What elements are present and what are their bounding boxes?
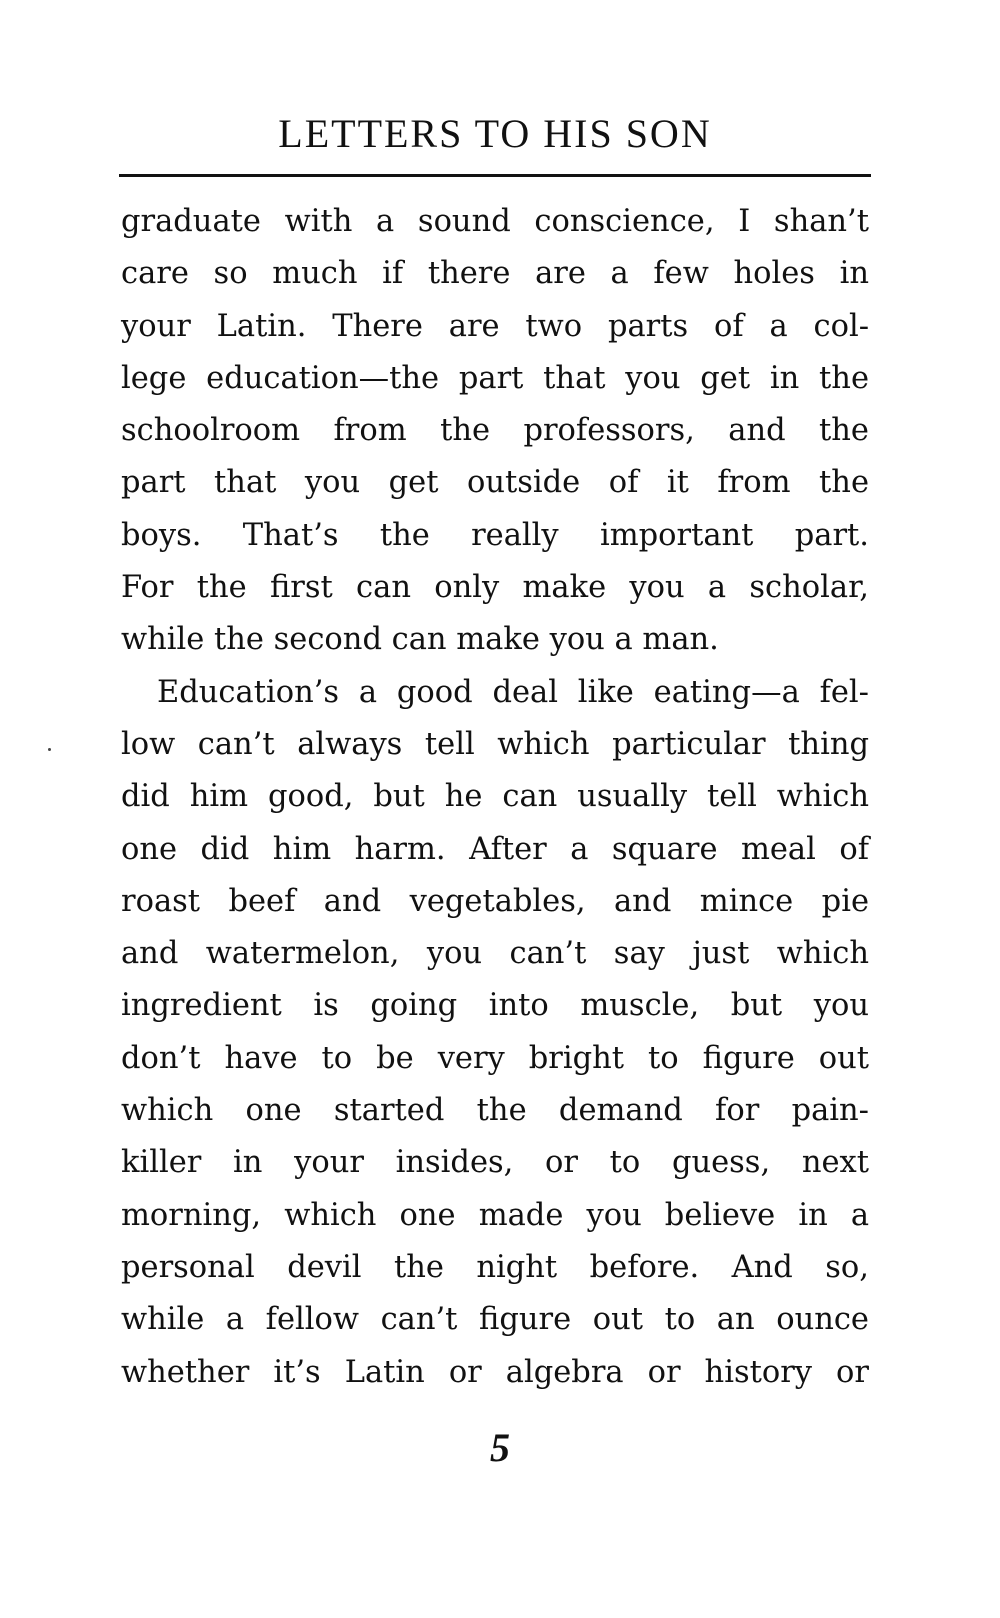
text-line: while a fellow can’t figure out to an ounce	[121, 1302, 869, 1338]
text-line: did him good, but he can usually tell which	[121, 779, 869, 815]
text-line: ingredient is going into muscle, but you	[121, 988, 869, 1024]
text-line: graduate with a sound conscience, I shan’t	[121, 204, 869, 239]
text-line: roast beef and vegetables, and mince pie	[121, 883, 869, 919]
page-number: 5	[490, 1425, 510, 1470]
header-rule	[119, 174, 871, 177]
text-line: which one started the demand for pain-	[121, 1093, 869, 1129]
text-line: while the second can make you a man.	[121, 622, 719, 658]
body-text	[121, 196, 869, 1399]
text-line: killer in your insides, or to guess, next	[121, 1145, 869, 1181]
text-line: and watermelon, you can’t say just which	[121, 936, 869, 972]
text-line: lege education—the part that you get in the	[121, 360, 869, 396]
running-title: LETTERS TO HIS SON	[278, 111, 712, 156]
text-line: personal devil the night before. And so,	[121, 1249, 869, 1285]
text-line: don’t have to be very bright to figure out	[121, 1040, 869, 1076]
text-line: Education’s a good deal like eating—a fel-	[157, 674, 869, 710]
text-line: part that you get outside of it from the	[121, 465, 869, 501]
text-line: For the first can only make you a scholar,	[121, 570, 869, 606]
text-line: your Latin. There are two parts of a col-	[121, 308, 869, 344]
text-line: morning, which one made you believe in a	[121, 1197, 869, 1233]
text-line: boys. That’s the really important part.	[121, 517, 869, 553]
text-line: schoolroom from the professors, and the	[121, 413, 869, 449]
text-line: one did him harm. After a square meal of	[121, 831, 869, 867]
text-line: whether it’s Latin or algebra or history or	[121, 1354, 869, 1390]
text-line: low can’t always tell which particular thing	[121, 726, 869, 762]
text-line: care so much if there are a few holes in	[121, 256, 869, 292]
print-speck	[48, 748, 51, 751]
